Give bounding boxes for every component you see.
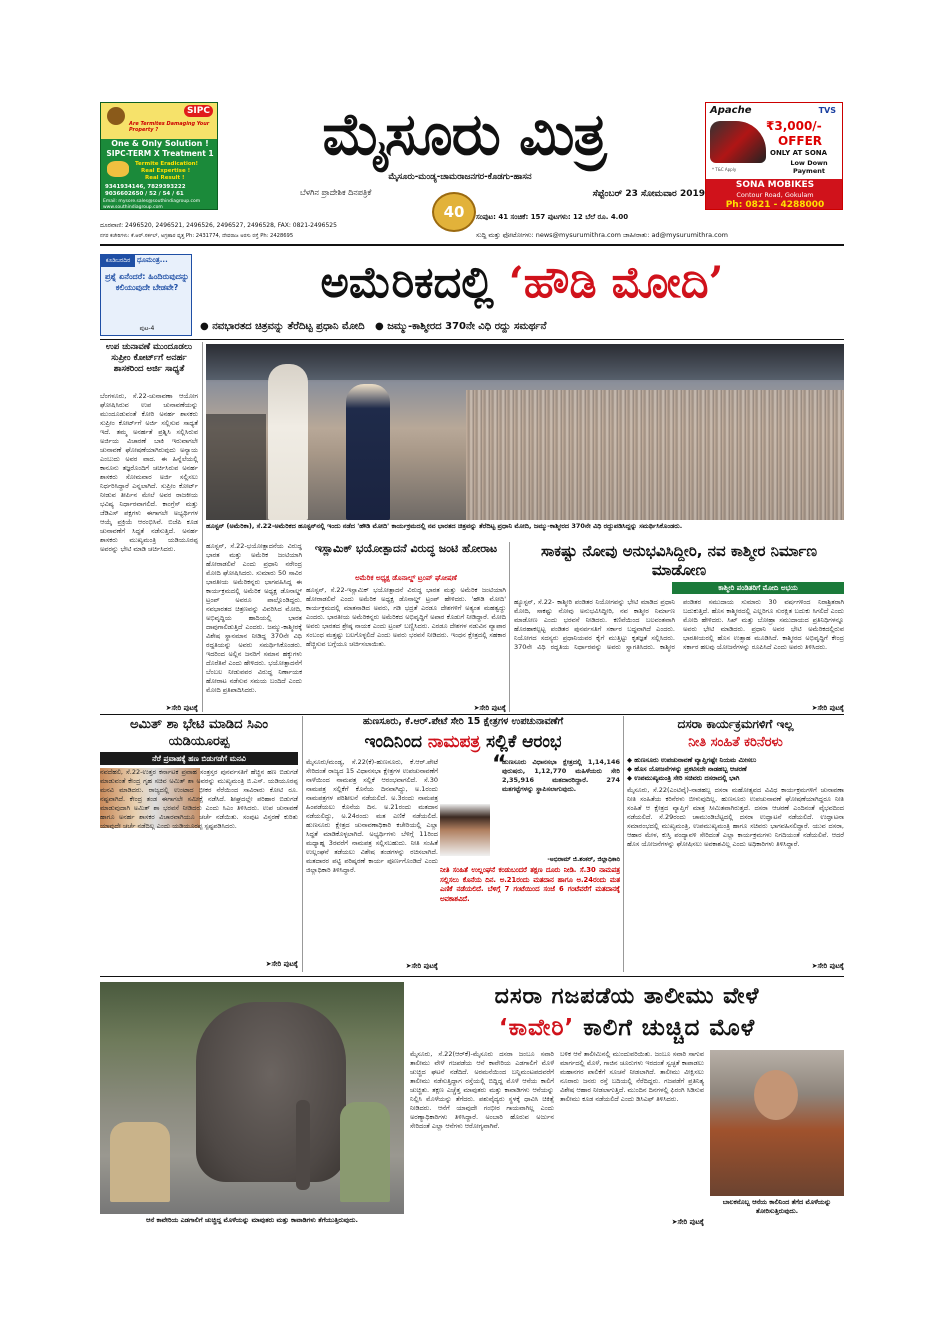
- nomination-notice: ನೀತಿ ಸಂಹಿತೆ ಉಲ್ಲಂಘನೆ ಕಂಡುಬಂದರೆ ತಕ್ಷಣ ದೂರು ನೀಡಿ. ಸೆ.30 ನಾಮಪತ್ರ ಸಲ್ಲಿಸಲು ಕೊನೆಯ ದಿನ. ಅ.21ರಂದು ಮತದಾನ ಹಾಗೂ ಅ.24ರಂದು ಮತ ಎಣಿಕೆ ನಡೆಯಲಿದೆ. ಬೆಳಿಗ್ಗೆ 7 ಗಂಟೆಯಿಂದ ಸಂಜೆ 6 ಗಂಟೆವರೆಗೆ ಮತದಾನಕ್ಕೆ ಅವಕಾಶವಿದೆ.: [440, 866, 620, 903]
- elephant-figure: [196, 1002, 346, 1182]
- nomination-byline: ➤ಸೇರಿ ಪುಟಕ್ಕೆ: [405, 962, 438, 970]
- masthead-subtitle: ಮೈಸೂರು-ಮಂಡ್ಯ-ಚಾಮರಾಜನಗರ-ಕೊಡಗು-ಹಾಸನ: [388, 172, 532, 182]
- nomination-headline: ಇಂದಿನಿಂದ ನಾಮಪತ್ರ ಸಲ್ಲಿಕೆ ಆರಂಭ: [364, 732, 562, 752]
- teaser-box: ಕೂಡಿಬರದಿರ ಧೂಮಂತ್ರ... ಪ್ರಶ್ನೆ ಏನೆಂದರೆ: ಹಿಂದಿರುವುದನ್ನು ಕಲಿಯುವುದೇ ಬೇಡವೇ? ಪುಟ-4: [100, 254, 192, 336]
- masthead-rule: [100, 244, 844, 246]
- bullet-icon: ●: [374, 321, 384, 332]
- trump-figure: [346, 384, 390, 520]
- terror-byline: ➤ಸೇರಿ ಪುಟಕ್ಕೆ: [473, 704, 506, 712]
- dasara-code-kicker: ದಸರಾ ಕಾರ್ಯಕ್ರಮಗಳಿಗೆ ಇಲ್ಲ: [677, 717, 794, 731]
- elephant-photo: [100, 982, 404, 1214]
- amit-headline: ಅಮಿತ್ ಶಾ ಭೇಟಿ ಮಾಡಿದ ಸಿಎಂ ಯಡಿಯೂರಪ್ಪ: [129, 717, 269, 749]
- email-line: ಸುದ್ದಿ ಮತ್ತು ಫೋಟೋಗಳು: news@mysurumithra.com ಜಾಹೀರಾತು: ad@mysurumithra.com: [476, 231, 728, 239]
- kashmir-tag: ಕಾಶ್ಮೀರಿ ಪಂಡಿತರಿಗೆ ಮೋದಿ ಅಭಯ: [672, 582, 844, 594]
- left-col-byline: ➤ಸೇರಿ ಪುಟಕ್ಕೆ: [165, 704, 198, 712]
- anniversary-badge: 40: [432, 192, 476, 232]
- howdy-modi-photo: [206, 344, 844, 520]
- lead-body: ಹೂಸ್ಟನ್, ಸೆ.22-ಭಯೋತ್ಪಾದನೆಯ ವಿರುದ್ಧ ಭಾರತ ಮತ್ತು ಅಮೆರಿಕ ಜಂಟಿಯಾಗಿ ಹೋರಾಡಲಿವೆ ಎಂದು ಪ್ರಧಾನಿ ನರೇಂದ್ರ ಮೋದಿ ಘೋಷಿಸಿದರು. ಸುಮಾರು 50 ಸಾವಿರ ಭಾರತೀಯ ಅಮೆರಿಕನ್ನರು ಭಾಗವಹಿಸಿದ್ದ ಈ ಕಾರ್ಯಕ್ರಮದಲ್ಲಿ ಅಮೆರಿಕ ಅಧ್ಯಕ್ಷ ಡೊನಾಲ್ಡ್ ಟ್ರಂಪ್ ಅವರೂ ಪಾಲ್ಗೊಂಡಿದ್ದರು. ನವಭಾರತದ ಚಿತ್ರಣವನ್ನು ವಿವರಿಸಿದ ಮೋದಿ, ಅಭಿವೃದ್ಧಿಯ ಹಾದಿಯಲ್ಲಿ ಭಾರತ ದಾಪುಗಾಲಿಡುತ್ತಿದೆ ಎಂದರು. ಜಮ್ಮು-ಕಾಶ್ಮೀರಕ್ಕೆ ವಿಶೇಷ ಸ್ಥಾನಮಾನ ನೀಡಿದ್ದ 370ನೇ ವಿಧಿ ರದ್ದತಿಯನ್ನು ಅವರು ಸಮರ್ಥಿಸಿಕೊಂಡರು. ಇದರಿಂದ ಅಲ್ಲಿನ ಜನರಿಗೆ ಸಮಾನ ಹಕ್ಕುಗಳು ದೊರೆತಿವೆ ಎಂದು ಹೇಳಿದರು. ಭಯೋತ್ಪಾದನೆಗೆ ಬೆಂಬಲ ನೀಡುವವರ ವಿರುದ್ಧ ನಿರ್ಣಾಯಕ ಹೋರಾಟ ನಡೆಸುವ ಸಮಯ ಬಂದಿದೆ ಎಂದು ಮೋದಿ ಪ್ರತಿಪಾದಿಸಿದರು.: [206, 542, 302, 694]
- bullet-icon: ●: [200, 321, 209, 332]
- dasara-code-byline: ➤ಸೇರಿ ಪುಟಕ್ಕೆ: [811, 962, 844, 970]
- masthead-title: ಮೈಸೂರು ಮಿತ್ರ: [322, 100, 606, 168]
- motorbike-image: [710, 121, 766, 163]
- issue-date: ಸೆಪ್ಟೆಂಬರ್ 23 ಸೋಮವಾರ 2019: [592, 189, 705, 199]
- child-face: [754, 1070, 798, 1120]
- diamond-icon: ◆: [627, 765, 632, 773]
- howdy-modi-caption: ಹೂಸ್ಟನ್ (ಅಮೆರಿಕಾ), ಸೆ.22-ಅಮೆರಿಕದ ಹೂಸ್ಟನ್‌ನಲ್ಲಿ ಇಂದು ನಡೆದ 'ಹೌಡಿ ಮೋದಿ' ಕಾರ್ಯಕ್ರಮದಲ್ಲಿ ನವ ಭಾರತದ ಚಿತ್ರವನ್ನು ತೆರೆದಿಟ್ಟ ಪ್ರಧಾನಿ ಮೋದಿ, ಜಮ್ಮು-ಕಾಶ್ಮೀರದ 370ನೇ ವಿಧಿ ರದ್ದುಪಡಿಸಿದ್ದನ್ನು ಸಮರ್ಥಿಸಿಕೊಂಡರು.: [206, 522, 683, 530]
- terror-body: ಹೂಸ್ಟನ್, ಸೆ.22-ಇಸ್ಲಾಮಿಕ್ ಭಯೋತ್ಪಾದನೆ ವಿರುದ್ಧ ಭಾರತ ಮತ್ತು ಅಮೆರಿಕ ಜಂಟಿಯಾಗಿ ಹೋರಾಡಲಿವೆ ಎಂದು ಅಮೆರಿಕ ಅಧ್ಯಕ್ಷ ಡೊನಾಲ್ಡ್ ಟ್ರಂಪ್ ಹೇಳಿದರು. 'ಹೌಡಿ ಮೋದಿ' ಕಾರ್ಯಕ್ರಮದಲ್ಲಿ ಮಾತನಾಡಿದ ಅವರು, ಗಡಿ ಭದ್ರತೆ ಎರಡೂ ದೇಶಗಳಿಗೆ ಅತ್ಯಂತ ಮಹತ್ವದ್ದು ಎಂದರು. ಭಾರತೀಯ ಅಮೆರಿಕನ್ನರು ಅಮೆರಿಕದ ಅಭಿವೃದ್ಧಿಗೆ ಅಪಾರ ಕೊಡುಗೆ ನೀಡಿದ್ದಾರೆ. ಮೋದಿ ಅವರು ಭಾರತದ ಶ್ರೇಷ್ಠ ನಾಯಕ ಎಂದು ಟ್ರಂಪ್ ಬಣ್ಣಿಸಿದರು. ಎರಡೂ ದೇಶಗಳ ನಡುವಿನ ವ್ಯಾಪಾರ ಸಂಬಂಧ ಮತ್ತಷ್ಟು ಬಲಗೊಳ್ಳಲಿದೆ ಎಂದು ಅವರು ಭರವಸೆ ನೀಡಿದರು. ಇಂಧನ ಕ್ಷೇತ್ರದಲ್ಲಿ ಸಹಕಾರ ಹೆಚ್ಚಿಸುವ ಬಗ್ಗೆಯೂ ಚರ್ಚಿಸಲಾಯಿತು.: [306, 586, 506, 648]
- ant-icon: [107, 161, 129, 177]
- sipc-logo: SIPC: [184, 105, 213, 117]
- nomination-kicker: ಹುಣಸೂರು, ಕೆ.ಆರ್.ಪೇಟೆ ಸೇರಿ 15 ಕ್ಷೇತ್ರಗಳ ಉಪಚುನಾವಣೆಗೆ: [362, 716, 564, 727]
- kashmir-headline: ಸಾಕಷ್ಟು ನೋವು ಅನುಭವಿಸಿದ್ದೀರಿ, ನವ ಕಾಶ್ಮೀರ ನಿರ್ಮಾಣ ಮಾಡೋಣ: [541, 542, 817, 579]
- dasara-code-headline: ನೀತಿ ಸಂಹಿತೆ ಕರಿನೆರಳು: [688, 735, 783, 750]
- diamond-icon: ◆: [627, 774, 632, 782]
- ad-sona: Apache TVS ₹3,000/- OFFER ONLY AT SONA Low Down Payment * T&C Apply SONA MOBIKES Contour Road, Gokulam Ph: 0821 - 4288000: [705, 102, 843, 210]
- child-caption: ಬಾಲಕನೊಬ್ಬ ಆನೆಯ ಕಾಲಿನಿಂದ ತೆಗೆದ ಮೊಳೆಯನ್ನು ತೋರಿಸುತ್ತಿರುವುದು.: [722, 1198, 832, 1215]
- amit-sub: ನೆರೆ ಪ್ರವಾಹಕ್ಕೆ ಹಣ ಬಿಡುಗಡೆಗೆ ಮನವಿ: [100, 752, 298, 765]
- ad-sipc: SIPC Are Termites Damaging Your Property ? One & Only Solution ! SIPC-TERM X Treatment 1 Termite Eradication! Real Expertise ! Real Result ! 9341934146, 7829393222 9036602650 / 52 / 54 / 61 Email: mysore.sales@southindiagroup.com www.southindiagroup.com: [100, 102, 218, 210]
- elephant-body-2: ಬಳಿಕ ಆನೆ ತಾಲೀಮಿನಲ್ಲಿ ಮುಂದುವರಿಯಿತು. ಜಂಬೂ ಸವಾರಿ ಸಾಗುವ ಮಾರ್ಗದಲ್ಲಿ ಮೊಳೆ, ಗಾಜಿನ ಚೂರುಗಳು ಇರದಂತೆ ಸ್ವಚ್ಛತೆ ಕಾಪಾಡಲು ಮಹಾನಗರ ಪಾಲಿಕೆಗೆ ಸೂಚನೆ ನೀಡಲಾಗಿದೆ. ತಾಲೀಮು ವೀಕ್ಷಿಸಲು ನೂರಾರು ಜನರು ರಸ್ತೆ ಬದಿಯಲ್ಲಿ ನೆರೆದಿದ್ದರು. ಗಜಪಡೆಗೆ ಪ್ರತಿನಿತ್ಯ ವಿಶೇಷ ಆಹಾರ ನೀಡಲಾಗುತ್ತಿದೆ. ಮುಂದಿನ ದಿನಗಳಲ್ಲಿ ಫಿರಂಗಿ ಸಿಡಿಸುವ ತಾಲೀಮು ಕೂಡ ನಡೆಯಲಿದೆ ಎಂದು ಡಿಸಿಎಫ್ ತಿಳಿಸಿದರು.: [560, 1050, 704, 1103]
- left-col-headline: ಉಪ ಚುನಾವಣೆ ಮುಂದೂಡಲು ಸುಪ್ರೀಂ ಕೋರ್ಟ್‌ಗೆ ಅನರ್ಹ ಶಾಸಕರಿಂದ ಅರ್ಜಿ ಸಾಧ್ಯತೆ: [105, 342, 193, 374]
- lead-headline: ಅಮೆರಿಕದಲ್ಲಿ ‘ಹೌಡಿ ಮೋದಿ’: [320, 258, 724, 308]
- elephant-caption: ಆನೆ ಕಾವೇರಿಯ ಎಡಗಾಲಿಗೆ ಚುಚ್ಚಿದ್ದ ಮೊಳೆಯನ್ನು ಮಾವುತರು ಮತ್ತು ಕಾವಾಡಿಗಳು ತೆಗೆಯುತ್ತಿರುವುದು.: [146, 1216, 358, 1224]
- child-photo: [710, 1050, 844, 1196]
- elephant-kicker: ದಸರಾ ಗಜಪಡೆಯ ತಾಲೀಮು ವೇಳೆ: [494, 984, 760, 1009]
- dasara-points: ◆ ಹುಣಸೂರು ಉಪಚುನಾವಣೆ ವ್ಯಾಪ್ತಿಗಷ್ಟೇ ನಿಯಮ ಮೀಸಲು ◆ ಹೊಸ ಯೋಜನೆಗಳನ್ನು ಪ್ರಕಟಿಸದೇ ನಾಡಹಬ್ಬ ಆಚರಣೆ ◆ ಉಪಮುಖ್ಯಮಂತ್ರಿ ಸೇರಿ ಸಚಿವರು ದಸರಾದಲ್ಲಿ ಭಾಗಿ: [627, 756, 757, 782]
- amit-byline: ➤ಸೇರಿ ಪುಟಕ್ಕೆ: [265, 960, 298, 968]
- lead-rule: [100, 339, 844, 340]
- elephant-byline: ➤ಸೇರಿ ಪುಟಕ್ಕೆ: [671, 1218, 704, 1226]
- amit-body: ನವದೆಹಲಿ, ಸೆ.22-ಉತ್ತರ ಕರ್ನಾಟಕ ಪ್ರವಾಹ ಸಂತ್ರಸ್ತರ ಪುನರ್ವಸತಿಗೆ ಹೆಚ್ಚಿನ ಹಣ ಬಿಡುಗಡೆ ಮಾಡುವಂತೆ ಕೇಂದ್ರ ಗೃಹ ಸಚಿವ ಅಮಿತ್ ಶಾ ಅವರನ್ನು ಮುಖ್ಯಮಂತ್ರಿ ಬಿ.ಎಸ್. ಯಡಿಯೂರಪ್ಪ ಮನವಿ ಮಾಡಿದರು. ರಾಜ್ಯದಲ್ಲಿ ಉಂಟಾದ ಭೀಕರ ನೆರೆಯಿಂದ ಸಾವಿರಾರು ಕೋಟಿ ರೂ. ನಷ್ಟವಾಗಿದೆ. ಕೇಂದ್ರ ತಂಡ ಈಗಾಗಲೇ ಸಮೀಕ್ಷೆ ನಡೆಸಿದೆ. ಶೀಘ್ರದಲ್ಲೇ ಪರಿಹಾರ ಬಿಡುಗಡೆ ಮಾಡುವುದಾಗಿ ಅಮಿತ್ ಶಾ ಭರವಸೆ ನೀಡಿದರು ಎಂದು ಸಿಎಂ ತಿಳಿಸಿದರು. ಉಪ ಚುನಾವಣೆ ಹಾಗೂ ಅನರ್ಹ ಶಾಸಕರ ವಿಚಾರವಾಗಿಯೂ ಚರ್ಚೆ ನಡೆಯಿತು. ಸಂಪುಟ ವಿಸ್ತರಣೆ ಕುರಿತು ಯಾವುದೇ ಚರ್ಚೆ ನಡೆದಿಲ್ಲ ಎಂದು ಯಡಿಯೂರಪ್ಪ ಸ್ಪಷ್ಟಪಡಿಸಿದರು.: [100, 768, 298, 830]
- quote-icon: “: [492, 752, 507, 777]
- elephant-body-1: ಮೈಸೂರು, ಸೆ.22(ಆರ್‌ಕೆ)-ಮೈಸೂರು ದಸರಾ ಜಂಬೂ ಸವಾರಿ ತಾಲೀಮು ವೇಳೆ ಗಜಪಡೆಯ ಆನೆ ಕಾವೇರಿಯ ಎಡಗಾಲಿಗೆ ಮೊಳೆ ಚುಚ್ಚಿದ ಘಟನೆ ನಡೆದಿದೆ. ಅರಮನೆಯಿಂದ ಬನ್ನಿಮಂಟಪದವರೆಗೆ ತಾಲೀಮು ನಡೆಸುತ್ತಿದ್ದಾಗ ರಸ್ತೆಯಲ್ಲಿ ಬಿದ್ದಿದ್ದ ಮೊಳೆ ಆನೆಯ ಕಾಲಿಗೆ ಚುಚ್ಚಿತು. ತಕ್ಷಣ ಎಚ್ಚೆತ್ತ ಮಾವುತರು ಮತ್ತು ಕಾವಾಡಿಗಳು ಆನೆಯನ್ನು ನಿಲ್ಲಿಸಿ ಮೊಳೆಯನ್ನು ತೆಗೆದರು. ಪಶುವೈದ್ಯರು ಸ್ಥಳಕ್ಕೆ ಧಾವಿಸಿ ಚಿಕಿತ್ಸೆ ನೀಡಿದರು. ಆನೆಗೆ ಯಾವುದೇ ಗಂಭೀರ ಗಾಯವಾಗಿಲ್ಲ ಎಂದು ಅರಣ್ಯಾಧಿಕಾರಿಗಳು ತಿಳಿಸಿದ್ದಾರೆ. ಅಂಬಾರಿ ಹೊರುವ ಅರ್ಜುನ ಸೇರಿದಂತೆ ಎಲ್ಲಾ ಆನೆಗಳು ಆರೋಗ್ಯವಾಗಿವೆ.: [410, 1050, 554, 1130]
- kashmir-body: ಹ್ಯೂಸ್ಟನ್, ಸೆ.22- ಕಾಶ್ಮೀರಿ ಪಂಡಿತರ ನಿಯೋಗವನ್ನು ಭೇಟಿ ಮಾಡಿದ ಪ್ರಧಾನಿ ಮೋದಿ, ಸಾಕಷ್ಟು ನೋವು ಅನುಭವಿಸಿದ್ದೀರಿ, ನವ ಕಾಶ್ಮೀರ ನಿರ್ಮಾಣ ಮಾಡೋಣ ಎಂದು ಭರವಸೆ ನೀಡಿದರು. ಕಣಿವೆಯಿಂದ ಬಲವಂತವಾಗಿ ಹೊರಹಾಕಲ್ಪಟ್ಟ ಪಂಡಿತರ ಪುನರ್ವಸತಿಗೆ ಸರ್ಕಾರ ಬದ್ಧವಾಗಿದೆ ಎಂದರು. ನಿಯೋಗದ ಸದಸ್ಯರು ಪ್ರಧಾನಿಯವರ ಕೈಗೆ ಮುತ್ತಿಟ್ಟು ಕೃತಜ್ಞತೆ ಸಲ್ಲಿಸಿದರು. 370ನೇ ವಿಧಿ ರದ್ದತಿಯ ನಿರ್ಧಾರವನ್ನು ಅವರು ಸ್ವಾಗತಿಸಿದರು. ಕಾಶ್ಮೀರ ಪಂಡಿತರ ಸಮುದಾಯ ಸುಮಾರು 30 ವರ್ಷಗಳಿಂದ ನಿರಾಶ್ರಿತರಾಗಿ ಬದುಕುತ್ತಿದೆ. ಹೊಸ ಕಾಶ್ಮೀರದಲ್ಲಿ ಎಲ್ಲರಿಗೂ ಸುರಕ್ಷಿತ ಬದುಕು ಸಿಗಲಿದೆ ಎಂದು ಮೋದಿ ಹೇಳಿದರು. ಸಿಖ್ ಮತ್ತು ಬೋಹ್ರಾ ಸಮುದಾಯದ ಪ್ರತಿನಿಧಿಗಳನ್ನೂ ಅವರು ಭೇಟಿ ಮಾಡಿದರು. ಪ್ರಧಾನಿ ಅವರ ಭೇಟಿ ಅಮೆರಿಕದಲ್ಲಿರುವ ಭಾರತೀಯರಲ್ಲಿ ಹೊಸ ಉತ್ಸಾಹ ಮೂಡಿಸಿದೆ. ಕಾಶ್ಮೀರದ ಅಭಿವೃದ್ಧಿಗೆ ಕೇಂದ್ರ ಸರ್ಕಾರ ಹಲವು ಯೋಜನೆಗಳನ್ನು ರೂಪಿಸಿದೆ ಎಂದು ಅವರು ತಿಳಿಸಿದರು.: [514, 598, 844, 651]
- elephant-headline: ‘ಕಾವೇರಿ’ ಕಾಲಿಗೆ ಚುಚ್ಚಿದ ಮೊಳೆ: [498, 1015, 756, 1041]
- left-col-body: ಬೆಂಗಳೂರು, ಸೆ.22-ಚುನಾವಣಾ ಆಯೋಗ ಘೋಷಿಸಿರುವ ಉಪ ಚುನಾವಣೆಯನ್ನು ಮುಂದೂಡುವಂತೆ ಕೋರಿ ಅನರ್ಹ ಶಾಸಕರು ಸುಪ್ರೀಂ ಕೋರ್ಟ್‌ಗೆ ಅರ್ಜಿ ಸಲ್ಲಿಸುವ ಸಾಧ್ಯತೆ ಇದೆ. ತಮ್ಮ ಅನರ್ಹತೆ ಪ್ರಶ್ನಿಸಿ ಸಲ್ಲಿಸಿರುವ ಅರ್ಜಿಯ ವಿಚಾರಣೆ ಬಾಕಿ ಇರುವಾಗಲೇ ಚುನಾವಣೆ ಘೋಷಣೆಯಾಗಿರುವುದು ಅನ್ಯಾಯ ಎಂಬುದು ಅವರ ವಾದ. ಈ ಹಿನ್ನೆಲೆಯಲ್ಲಿ ಕಾನೂನು ತಜ್ಞರೊಂದಿಗೆ ಚರ್ಚಿಸಿರುವ ಅನರ್ಹ ಶಾಸಕರು ಸೋಮವಾರ ಅರ್ಜಿ ಸಲ್ಲಿಸಲು ನಿರ್ಧರಿಸಿದ್ದಾರೆ ಎನ್ನಲಾಗಿದೆ. ಸುಪ್ರೀಂ ಕೋರ್ಟ್ ನೀಡುವ ತೀರ್ಪಿನ ಮೇಲೆ ಅವರ ರಾಜಕೀಯ ಭವಿಷ್ಯ ನಿರ್ಧಾರವಾಗಲಿದೆ. ಕಾಂಗ್ರೆಸ್ ಮತ್ತು ಜೆಡಿಎಸ್ ಪಕ್ಷಗಳು ಈಗಾಗಲೇ ಅಭ್ಯರ್ಥಿಗಳ ಆಯ್ಕೆ ಪ್ರಕ್ರಿಯೆ ಆರಂಭಿಸಿವೆ. ಬಿಜೆಪಿ ಕೂಡ ಚುನಾವಣೆಗೆ ಸಿದ್ಧತೆ ನಡೆಸುತ್ತಿದೆ. ಅನರ್ಹ ಶಾಸಕರು ಮುಖ್ಯಮಂತ್ರಿ ಯಡಿಯೂರಪ್ಪ ಅವರನ್ನು ಭೇಟಿ ಮಾಡಿ ಚರ್ಚಿಸಿದರು.: [100, 392, 198, 553]
- collector-photo: [440, 804, 490, 856]
- terror-headline: ಇಸ್ಲಾಮಿಕ್ ಭಯೋತ್ಪಾದನೆ ವಿರುದ್ಧ ಜಂಟಿ ಹೋರಾಟ: [314, 542, 498, 555]
- terror-sub: ಅಮೆರಿಕ ಅಧ್ಯಕ್ಷ ಡೊನಾಲ್ಡ್ ಟ್ರಂಪ್ ಘೋಷಣೆ: [355, 574, 457, 582]
- dasara-code-body: ಮೈಸೂರು, ಸೆ.22(ಎಂಟಿವೈ)-ನಾಡಹಬ್ಬ ದಸರಾ ಮಹೋತ್ಸವದ ವಿವಿಧ ಕಾರ್ಯಕ್ರಮಗಳಿಗೆ ಚುನಾವಣಾ ನೀತಿ ಸಂಹಿತೆಯ ಕರಿನೆರಳು ಬೀಳುವುದಿಲ್ಲ. ಹುಣಸೂರು ಉಪಚುನಾವಣೆ ಘೋಷಣೆಯಾಗಿದ್ದರೂ ನೀತಿ ಸಂಹಿತೆ ಆ ಕ್ಷೇತ್ರದ ವ್ಯಾಪ್ತಿಗೆ ಮಾತ್ರ ಸೀಮಿತವಾಗಿರುತ್ತದೆ. ದಸರಾ ಆಚರಣೆ ಎಂದಿನಂತೆ ವೈಭವದಿಂದ ನಡೆಯಲಿದೆ. ಸೆ.29ರಂದು ಚಾಮುಂಡಿಬೆಟ್ಟದಲ್ಲಿ ದಸರಾ ಉದ್ಘಾಟನೆ ನಡೆಯಲಿದೆ. ಉದ್ಘಾಟನಾ ಸಮಾರಂಭದಲ್ಲಿ ಮುಖ್ಯಮಂತ್ರಿ, ಉಪಮುಖ್ಯಮಂತ್ರಿ ಹಾಗೂ ಸಚಿವರು ಭಾಗವಹಿಸಲಿದ್ದಾರೆ. ಯುವ ದಸರಾ, ಆಹಾರ ಮೇಳ, ಕುಸ್ತಿ ಪಂದ್ಯಾವಳಿ ಸೇರಿದಂತೆ ಎಲ್ಲಾ ಕಾರ್ಯಕ್ರಮಗಳು ನಿಗದಿಯಂತೆ ನಡೆಯಲಿವೆ. ಆದರೆ ಹೊಸ ಯೋಜನೆಗಳನ್ನು ಘೋಷಿಸಲು ಅವಕಾಶವಿಲ್ಲ ಎಂದು ಅಧಿಕಾರಿಗಳು ತಿಳಿಸಿದ್ದಾರೆ.: [627, 786, 844, 848]
- masthead-tagline: ಬೆಳಗಿನ ಪ್ರಾದೇಶಿಕ ದಿನಪತ್ರಿಕೆ: [300, 188, 372, 197]
- lead-bullets: ● ನವಭಾರತದ ಚಿತ್ರವನ್ನು ತೆರೆದಿಟ್ಟ ಪ್ರಧಾನಿ ಮೋದಿ ● ಜಮ್ಮು-ಕಾಶ್ಮೀರದ 370ನೇ ವಿಧಿ ರದ್ದು ಸಮರ್ಥನೆ: [200, 321, 547, 332]
- contact-line: ದೂರವಾಣಿ: 2496520, 2496521, 2496526, 2496527, 2496528, FAX: 0821-2496525: [100, 222, 337, 229]
- modi-figure: [268, 364, 308, 520]
- nomination-quote: ಹುಣಸೂರು ವಿಧಾನಸಭಾ ಕ್ಷೇತ್ರದಲ್ಲಿ 1,14,146 ಪುರುಷರು, 1,12,770 ಮಹಿಳೆಯರು ಸೇರಿ 2,35,916 ಮತದಾರರಿದ್ದಾರೆ. 274 ಮತಗಟ್ಟೆಗಳನ್ನು ಸ್ಥಾಪಿಸಲಾಗುವುದು.: [502, 758, 620, 793]
- diamond-icon: ◆: [627, 756, 632, 764]
- branch-line: ನಗರ ಕಚೇರಿಗಳು: ಕೆ.ಆರ್.ಸರ್ಕಲ್, ಅಗ್ರಹಾರ ವೃತ್ತ Ph: 2431774, ದೇವರಾಜ ಅರಸು ರಸ್ತೆ Ph: 2428695: [100, 233, 294, 239]
- issue-line: ಸಂಪುಟ: 41 ಸಂಚಿಕೆ: 157 ಪುಟಗಳು: 12 ಬೆಲೆ ರೂ. 4.00: [476, 213, 629, 221]
- snake-icon: [107, 107, 125, 125]
- quote-author: -ಅಭಿರಾಮ್ ಜಿ.ಶಂಕರ್, ಜಿಲ್ಲಾಧಿಕಾರಿ: [547, 856, 620, 863]
- nomination-body: ಮೈಸೂರು/ಮಂಡ್ಯ, ಸೆ.22(ಕೆ)-ಹುಣಸೂರು, ಕೆ.ಆರ್.ಪೇಟೆ ಸೇರಿದಂತೆ ರಾಜ್ಯದ 15 ವಿಧಾನಸಭಾ ಕ್ಷೇತ್ರಗಳ ಉಪಚುನಾವಣೆಗೆ ನಾಳೆಯಿಂದ ನಾಮಪತ್ರ ಸಲ್ಲಿಕೆ ಆರಂಭವಾಗಲಿದೆ. ಸೆ.30 ನಾಮಪತ್ರ ಸಲ್ಲಿಕೆಗೆ ಕೊನೆಯ ದಿನವಾಗಿದ್ದು, ಅ.1ರಂದು ನಾಮಪತ್ರಗಳ ಪರಿಶೀಲನೆ ನಡೆಯಲಿದೆ. ಅ.3ರಂದು ನಾಮಪತ್ರ ಹಿಂಪಡೆಯಲು ಕೊನೆಯ ದಿನ. ಅ.21ರಂದು ಮತದಾನ ನಡೆಯಲಿದ್ದು, ಅ.24ರಂದು ಮತ ಎಣಿಕೆ ನಡೆಯಲಿದೆ. ಹುಣಸೂರು ಕ್ಷೇತ್ರದ ಚುನಾವಣಾಧಿಕಾರಿ ಕಚೇರಿಯಲ್ಲಿ ಎಲ್ಲಾ ಸಿದ್ಧತೆ ಮಾಡಿಕೊಳ್ಳಲಾಗಿದೆ. ಅಭ್ಯರ್ಥಿಗಳು ಬೆಳಿಗ್ಗೆ 11ರಿಂದ ಮಧ್ಯಾಹ್ನ 3ರವರೆಗೆ ನಾಮಪತ್ರ ಸಲ್ಲಿಸಬಹುದು. ನೀತಿ ಸಂಹಿತೆ ಉಲ್ಲಂಘನೆ ತಡೆಯಲು ವಿಶೇಷ ತಂಡಗಳನ್ನು ರಚಿಸಲಾಗಿದೆ. ಮತದಾರರ ಪಟ್ಟಿ ಪರಿಷ್ಕರಣೆ ಕಾರ್ಯ ಪೂರ್ಣಗೊಂಡಿದೆ ಎಂದು ಜಿಲ್ಲಾಧಿಕಾರಿ ತಿಳಿಸಿದ್ದಾರೆ.: [306, 758, 438, 874]
- kashmir-byline: ➤ಸೇರಿ ಪುಟಕ್ಕೆ: [811, 704, 844, 712]
